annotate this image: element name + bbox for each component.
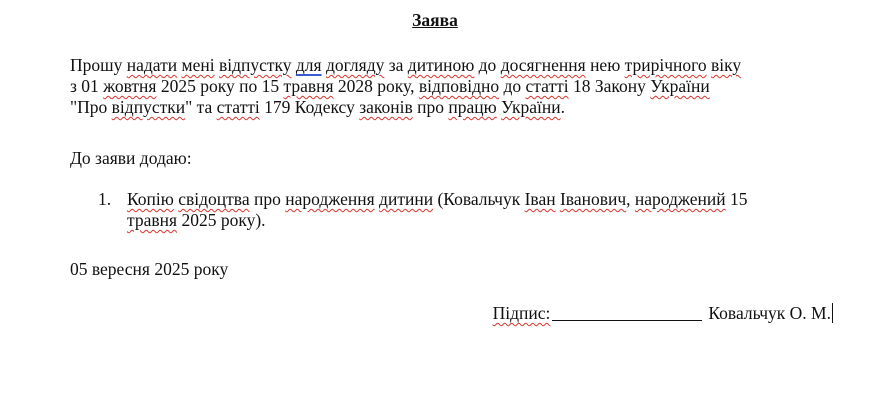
spelling-flagged-word[interactable]: свідоцтва (178, 189, 250, 209)
request-line-1: Прошу надати мені відпустку для догляду за дитиною до досягнення нею трирічного віку (70, 55, 742, 75)
signature-name: Ковальчук О. М. (708, 303, 831, 323)
signature-line (493, 303, 833, 324)
spelling-flagged-word[interactable]: догляду (325, 55, 385, 75)
attachment-item (127, 189, 842, 231)
spelling-flagged-word[interactable]: дитиною (407, 55, 475, 75)
spelling-flagged-word[interactable]: народження (285, 189, 375, 209)
spelling-flagged-word[interactable]: статті (216, 97, 260, 117)
signature-label: Підпис: (492, 303, 551, 323)
spelling-flagged-word[interactable]: Іван (524, 189, 556, 209)
spelling-flagged-word[interactable]: дитини (379, 189, 434, 209)
request-line-2: з 01 жовтня 2025 року по 15 травня 2028 року, відповідно до статті 18 Закону України (70, 76, 710, 96)
spelling-flagged-word[interactable]: відпустку (218, 55, 292, 75)
spelling-flagged-word[interactable]: жовтня (103, 76, 157, 96)
spelling-flagged-word[interactable]: травня (127, 210, 178, 230)
spelling-flagged-word[interactable]: травня (283, 76, 334, 96)
spelling-flagged-word[interactable]: України (650, 76, 710, 96)
spelling-flagged-word[interactable]: трирічного (624, 55, 707, 75)
attachments-heading: До заяви додаю: (70, 148, 192, 168)
spelling-flagged-word[interactable]: народжений (634, 189, 726, 209)
grammar-flagged-word[interactable]: для (295, 55, 322, 75)
spelling-flagged-word[interactable]: Іванович (559, 189, 627, 209)
attachment-line-2: травня 2025 року). (127, 210, 266, 230)
text-cursor (832, 303, 833, 323)
request-paragraph (70, 55, 845, 118)
spelling-flagged-word[interactable]: надати (126, 55, 178, 75)
spelling-flagged-word[interactable]: статті (525, 76, 569, 96)
spelling-flagged-word[interactable]: досягнення (500, 55, 586, 75)
document-title: Заява (412, 10, 458, 30)
spelling-flagged-word[interactable]: віку (711, 55, 742, 75)
spelling-flagged-word[interactable]: відпустки (111, 97, 186, 117)
spelling-flagged-word[interactable]: працю (448, 97, 497, 117)
spelling-flagged-word[interactable]: України (501, 97, 561, 117)
signature-blank (552, 303, 702, 321)
attachment-number: 1. (98, 189, 112, 209)
spelling-flagged-word[interactable]: законів (359, 97, 413, 117)
spelling-flagged-word[interactable]: Копію (127, 189, 174, 209)
spelling-flagged-word[interactable]: мені (181, 55, 215, 75)
application-date: 05 вересня 2025 року (70, 259, 229, 279)
attachment-line-1: Копію свідоцтва про народження дитини (Ковальчук Іван Іванович, народжений 15 (127, 189, 748, 209)
request-line-3: "Про відпустки" та статті 179 Кодексу законів про працю України. (70, 97, 565, 117)
spelling-flagged-word[interactable]: відповідно (418, 76, 500, 96)
